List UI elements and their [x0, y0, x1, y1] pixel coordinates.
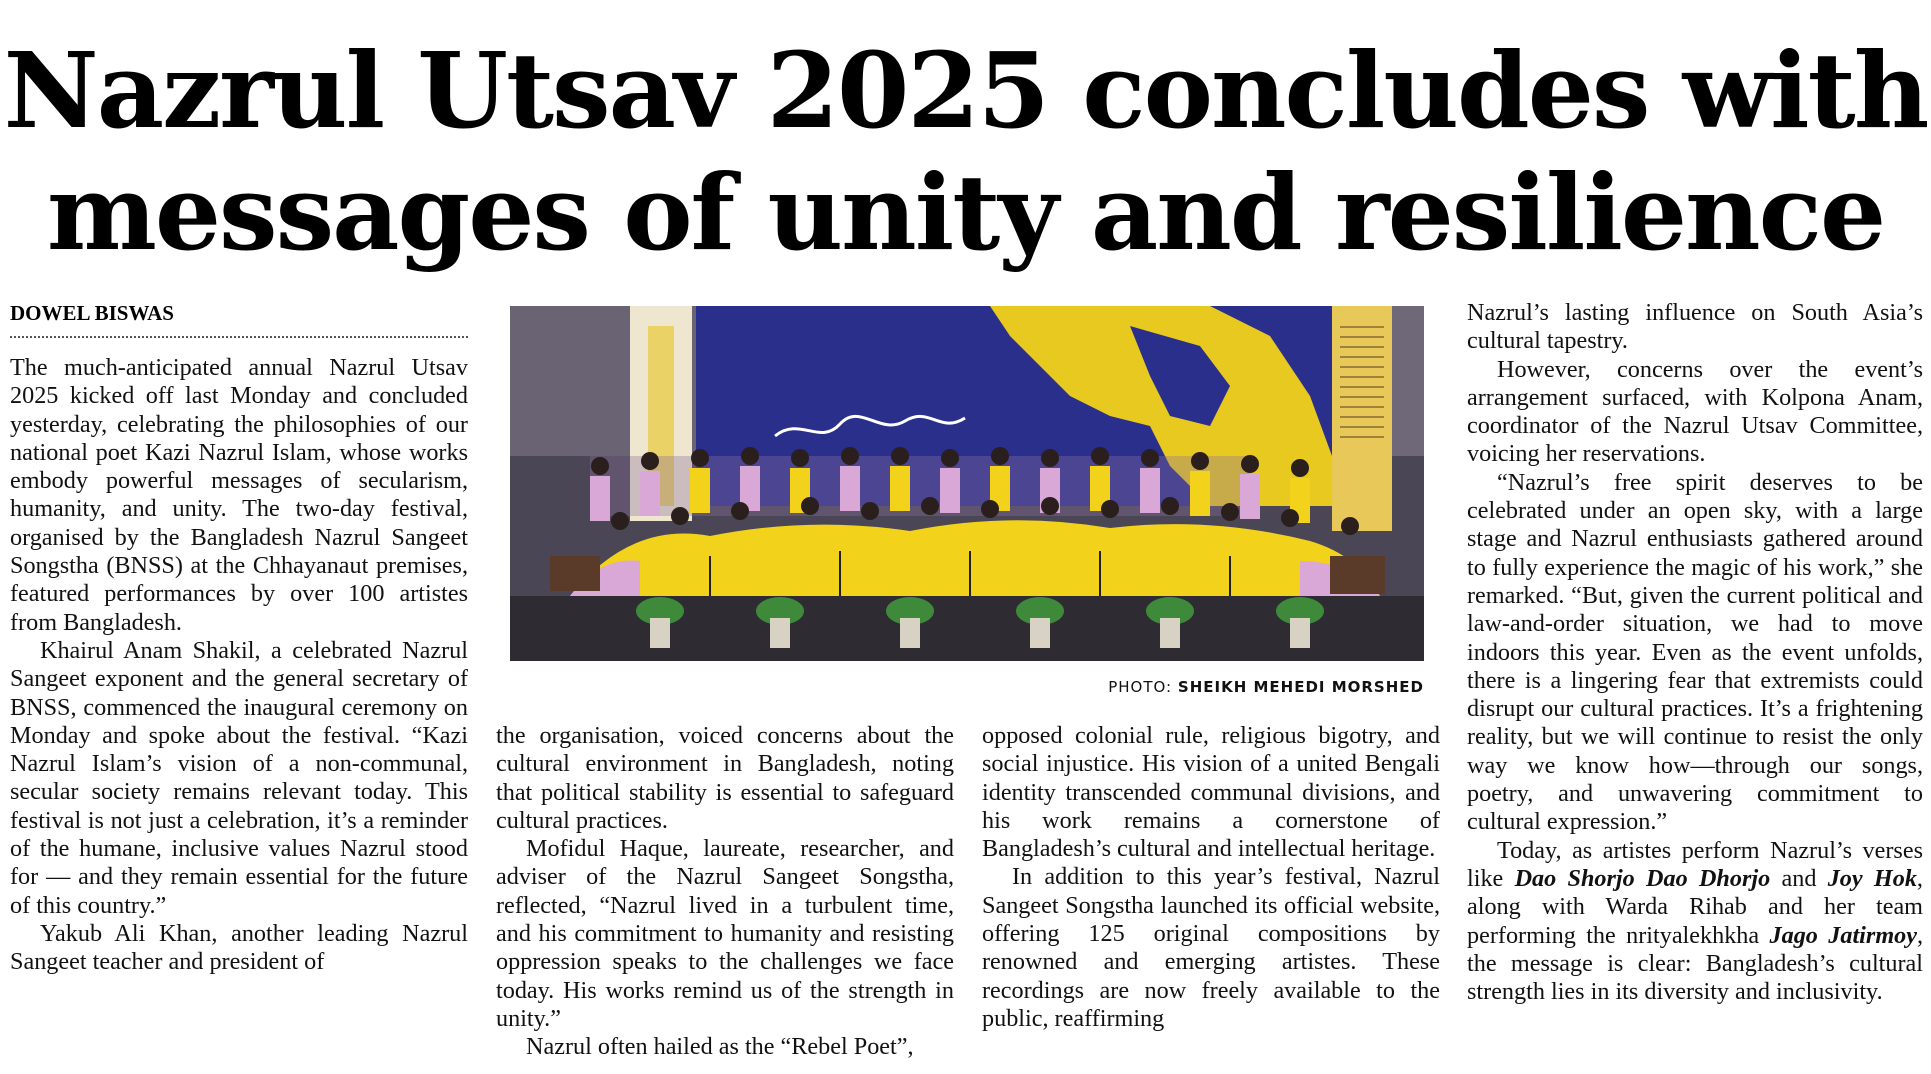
- paragraph: In addition to this year’s festival, Nazrul Sangeet Songstha launched its official website, offering 125 original compositions by renowned and emerging artistes. These recordings are now freely available to the public, reaffirming: [982, 863, 1440, 1032]
- paragraph: Mofidul Haque, laureate, researcher, and adviser of the Nazrul Sangeet Songstha, reflected, “Nazrul lived in a turbulent time, and his commitment to humanity and resisting oppression speaks to the challenges we face today. His works remind us of the strength in unity.”: [496, 835, 954, 1032]
- concert-photo-illustration: [510, 306, 1424, 661]
- side-banner-right: [1332, 306, 1392, 531]
- paragraph: “Nazrul’s free spirit deserves to be celebrated under an open sky, with a large stage and Nazrul enthusiasts gathered around to fully experience the magic of his work,” she remarked. “But, given the current political and law-and-order situation, we had to move indoors this year. Even as the event unfolds, there is a lingering fear that extremists could disrupt our cultural practices. It’s a frightening reality, but we will continue to resist the only way we know how—through our songs, poetry, and unwavering commitment to cultural expression.”: [1467, 468, 1923, 836]
- harmonium: [550, 556, 600, 591]
- paragraph: [1467, 837, 1923, 1007]
- paragraph: Yakub Ali Khan, another leading Nazrul Sangeet teacher and president of: [10, 919, 468, 976]
- song-title: Jago Jatirmoy: [1769, 921, 1917, 949]
- song-title: Joy Hok: [1827, 864, 1917, 892]
- harmonium-right: [1330, 556, 1385, 594]
- text-run: Today, as artistes perform Nazrul’s verses like: [1467, 836, 1923, 892]
- paragraph: Nazrul often hailed as the “Rebel Poet”,: [526, 1033, 914, 1061]
- paragraph: Khairul Anam Shakil, a celebrated Nazrul Sangeet exponent and the general secretary of BNSS, commenced the inaugural ceremony on Monday and spoke about the festival. “Kazi Nazrul Islam’s vision of a non-communal, secular society remains relevant today. This festival is not just a celebration, it’s a reminder of the humane, inclusive values Nazrul stood for — and they remain essential for the future of this country.”: [10, 636, 468, 919]
- article-column-1: [10, 354, 468, 1059]
- photo-credit-name: SHEIKH MEHEDI MORSHED: [1177, 678, 1424, 696]
- text-run: , along with Warda Rihab and her team performing the nrityalekhkha: [1467, 864, 1923, 949]
- byline: DOWEL BISWAS: [10, 301, 468, 338]
- photo-credit-prefix: PHOTO:: [1108, 678, 1173, 696]
- article-column-2: [496, 722, 954, 1062]
- paragraph: the organisation, voiced concerns about the cultural environment in Bangladesh, noting that political stability is essential to safeguard cultural practices.: [496, 722, 954, 834]
- article-column-3: [982, 722, 1440, 1062]
- song-title: Dao Shorjo Dao Dhorjo: [1514, 864, 1771, 892]
- paragraph: The much-anticipated annual Nazrul Utsav 2025 kicked off last Monday and concluded yesterday, celebrating the philosophies of our national poet Kazi Nazrul Islam, whose works embody powerful messages of secularism, humanity, and unity. The two-day festival, organised by the Bangladesh Nazrul Sangeet Songstha (BNSS) at the Chhayanaut premises, featured performances by over 100 artistes from Bangladesh.: [10, 354, 468, 636]
- paragraph: However, concerns over the event’s arrangement surfaced, with Kolpona Anam, coordinator of the Nazrul Utsav Committee, voicing her reservations.: [1467, 355, 1923, 468]
- concert-photo: [510, 306, 1424, 661]
- paragraph: Nazrul’s lasting influence on South Asia’s cultural tapestry.: [1467, 299, 1923, 355]
- paragraph: opposed colonial rule, religious bigotry, and social injustice. His vision of a united Bengali identity transcended communal divisions, and his work remains a cornerstone of Bangladesh’s cultural and intellectual heritage.: [982, 722, 1440, 863]
- headline: Nazrul Utsav 2025 concludes with messages of unity and resilience: [3, 29, 1928, 274]
- photo-credit: [510, 678, 1424, 696]
- text-run: , the message is clear: Bangladesh’s cultural strength lies in its diversity and inclusivity.: [1467, 921, 1923, 1006]
- text-run: and: [1770, 864, 1828, 892]
- article-column-4: [1467, 299, 1923, 1061]
